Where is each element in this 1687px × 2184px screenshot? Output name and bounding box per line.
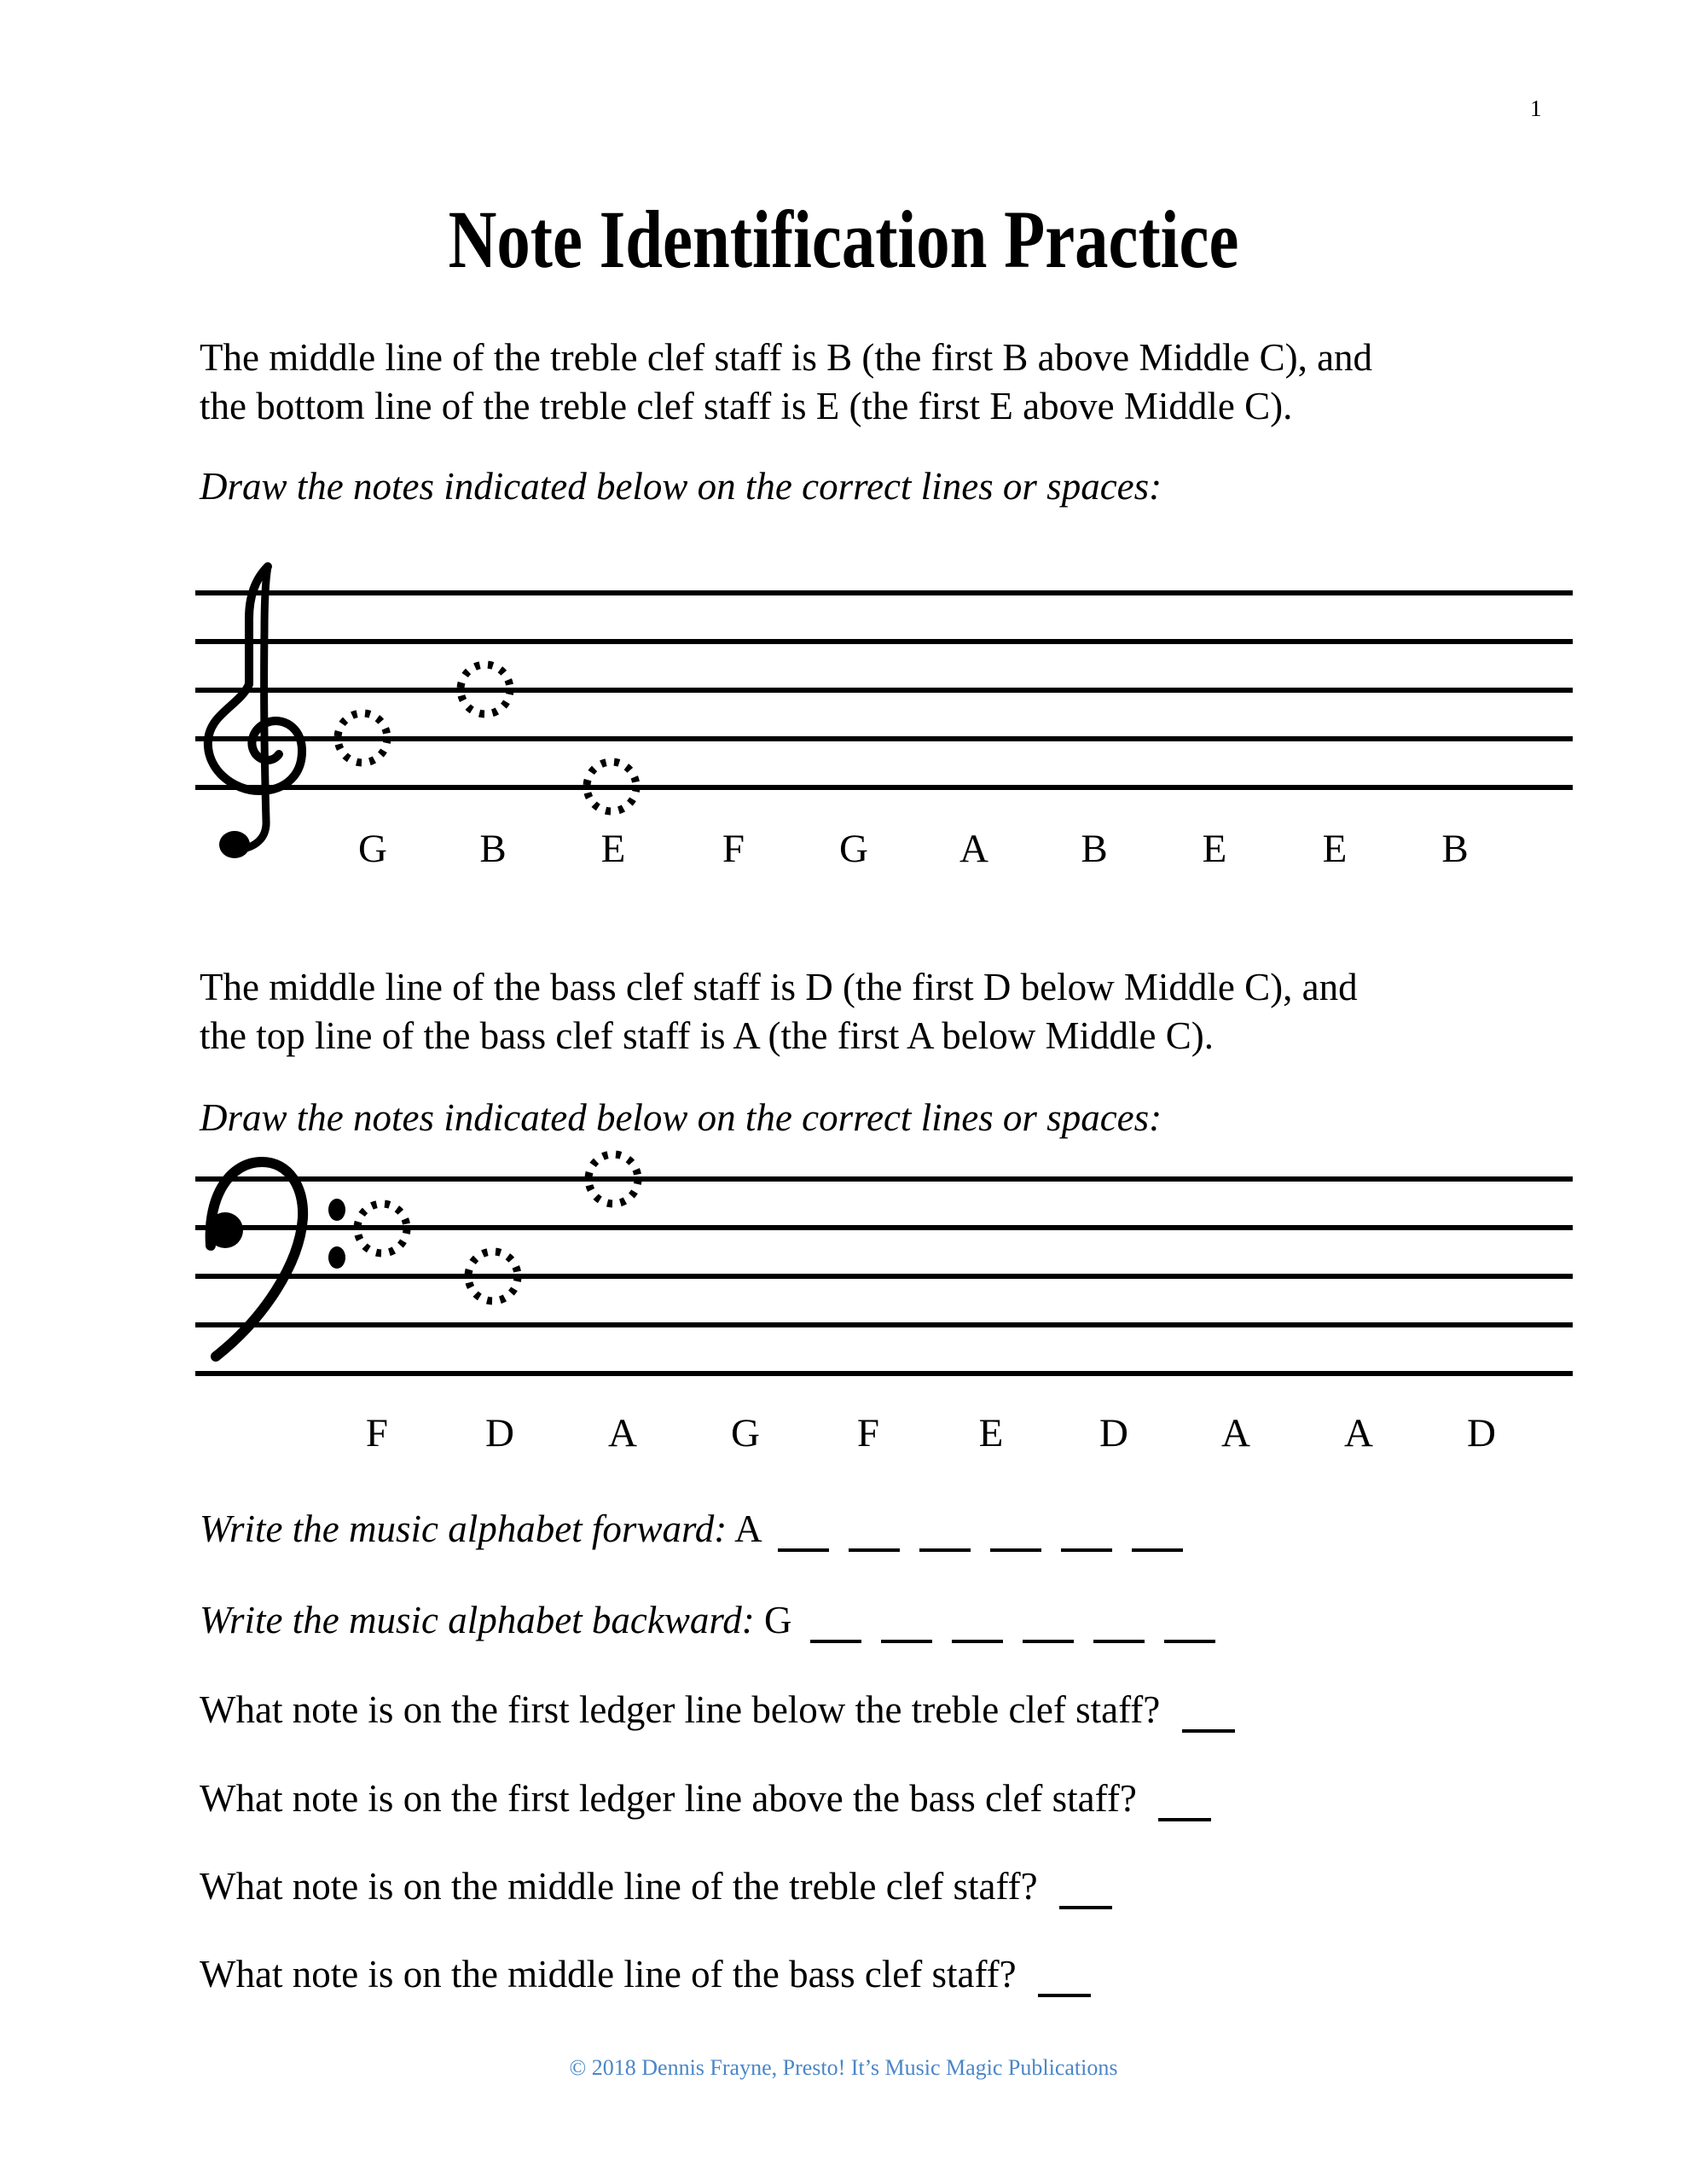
- note-letter: D: [1467, 1411, 1496, 1452]
- answer-blank[interactable]: [1093, 1636, 1145, 1643]
- question-middle-treble: [200, 1862, 1123, 1911]
- start-letter: G: [763, 1599, 792, 1641]
- question-text: What note is on the middle line of the bass clef staff?: [200, 1953, 1017, 1995]
- treble-intro-line-1: The middle line of the treble clef staff is B (the first B above Middle C), and: [200, 336, 1373, 379]
- question-prompt: Write the music alphabet backward:: [200, 1599, 755, 1641]
- note-letter: G: [358, 827, 387, 871]
- question-text: What note is on the first ledger line below the treble clef staff?: [200, 1688, 1161, 1731]
- answer-blank[interactable]: [919, 1545, 971, 1552]
- question-middle-bass: [200, 1950, 1102, 1999]
- question-alphabet-backward: [200, 1596, 1226, 1645]
- note-letter: F: [365, 1411, 389, 1452]
- note-letter: A: [1344, 1411, 1373, 1452]
- answer-blank[interactable]: [990, 1545, 1041, 1552]
- bass-letter-row: [366, 1411, 1496, 1452]
- note-letter: F: [856, 1411, 880, 1452]
- treble-staff[interactable]: [195, 555, 1573, 872]
- treble-clef-icon: [208, 566, 302, 858]
- answer-blank[interactable]: [881, 1636, 932, 1643]
- treble-intro-paragraph: [200, 334, 1372, 431]
- page-title: Note Identification Practice: [448, 194, 1239, 285]
- question-text: What note is on the first ledger line above the bass clef staff?: [200, 1777, 1137, 1820]
- question-prompt: Write the music alphabet forward:: [200, 1507, 728, 1550]
- note-letter: A: [608, 1411, 637, 1452]
- note-letter: E: [1202, 827, 1227, 871]
- treble-instruction: Draw the notes indicated below on the correct lines or spaces:: [200, 465, 1162, 508]
- note-letter: G: [731, 1411, 760, 1452]
- answer-blank[interactable]: [1038, 1990, 1091, 1997]
- bass-staff[interactable]: [195, 1135, 1573, 1452]
- note-letter: D: [485, 1411, 514, 1452]
- question-ledger-treble: [200, 1686, 1246, 1734]
- bass-intro-line-2: the top line of the bass clef staff is A (the first A below Middle C).: [200, 1014, 1214, 1057]
- answer-blank[interactable]: [1158, 1815, 1211, 1821]
- answer-blank[interactable]: [1164, 1636, 1215, 1643]
- answer-blank[interactable]: [778, 1545, 829, 1552]
- page-number: 1: [1530, 96, 1542, 121]
- note-letter: B: [1081, 827, 1108, 871]
- answer-blank[interactable]: [952, 1636, 1003, 1643]
- note-letter: B: [479, 827, 507, 871]
- bass-instruction: Draw the notes indicated below on the correct lines or spaces:: [200, 1096, 1162, 1139]
- answer-blank[interactable]: [1132, 1545, 1183, 1552]
- note-letter: D: [1099, 1411, 1128, 1452]
- note-letter: E: [600, 827, 626, 871]
- answer-blank[interactable]: [1061, 1545, 1112, 1552]
- copyright-footer: © 2018 Dennis Frayne, Presto! It’s Music Magic Publications: [569, 2055, 1118, 2080]
- note-letter: E: [978, 1411, 1004, 1452]
- question-text: What note is on the middle line of the treble clef staff?: [200, 1865, 1038, 1908]
- note-letter: G: [839, 827, 868, 871]
- note-letter: F: [722, 827, 745, 871]
- bass-intro-paragraph: [200, 963, 1358, 1060]
- answer-blank[interactable]: [1182, 1726, 1235, 1733]
- note-letter: B: [1441, 827, 1469, 871]
- treble-letter-row: [358, 827, 1469, 871]
- answer-blank[interactable]: [810, 1636, 861, 1643]
- bass-intro-line-1: The middle line of the bass clef staff is D (the first D below Middle C), and: [200, 966, 1358, 1008]
- treble-intro-line-2: the bottom line of the treble clef staff is E (the first E above Middle C).: [200, 385, 1293, 427]
- question-ledger-bass: [200, 1774, 1222, 1823]
- answer-blank[interactable]: [1023, 1636, 1074, 1643]
- answer-blank[interactable]: [1059, 1902, 1112, 1909]
- staff-lines: [195, 593, 1573, 787]
- answer-blank[interactable]: [849, 1545, 900, 1552]
- start-letter: A: [734, 1507, 761, 1550]
- note-letter: E: [1322, 827, 1348, 871]
- note-letter: A: [959, 827, 988, 871]
- question-alphabet-forward: [200, 1505, 1194, 1554]
- note-letter: A: [1221, 1411, 1250, 1452]
